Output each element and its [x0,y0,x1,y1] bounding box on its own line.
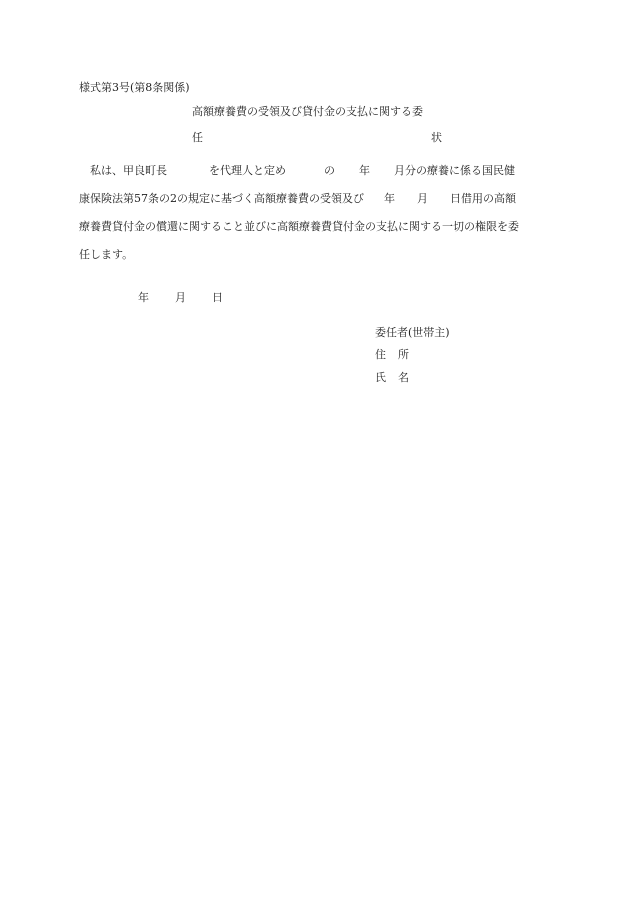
body-paragraph-line [79,193,516,204]
body-text: 日借用の高額 [450,192,516,205]
form-number: 様式第3号(第8条関係) [79,81,190,94]
name-label-char: 氏 [375,371,386,384]
body-text: 私は、甲良町長 [90,164,167,177]
body-text: の [324,164,335,177]
date-month: 月 [175,291,186,304]
name-label-char: 名 [398,371,409,384]
body-paragraph-line: 任します。 [79,248,134,261]
date-line [138,292,223,303]
date-year: 年 [138,291,149,304]
body-text: を代理人と定め [209,164,286,177]
body-text: 月分の療養に係る国民健 [394,164,515,177]
delegator-label: 委任者(世帯主) [375,326,450,339]
document-title: 高額療養費の受領及び貸付金の支払に関する委 [192,105,423,118]
document-title-end: 状 [431,131,442,144]
date-day: 日 [212,291,223,304]
name-label [375,372,409,383]
body-text: 康保険法第57条の2の規定に基づく高額療養費の受領及び [79,192,364,205]
body-paragraph-line: 療養費貸付金の償還に関すること並びに高額療養費貸付金の支払に関する一切の権限を委 [79,220,519,233]
document-title-continued: 任 [192,131,203,144]
address-label-char: 住 [375,348,386,361]
body-paragraph-line [79,165,515,176]
body-text: 月 [417,192,428,205]
body-text: 年 [384,192,395,205]
address-label [375,349,409,360]
address-label-char: 所 [398,348,409,361]
body-text: 年 [359,164,370,177]
